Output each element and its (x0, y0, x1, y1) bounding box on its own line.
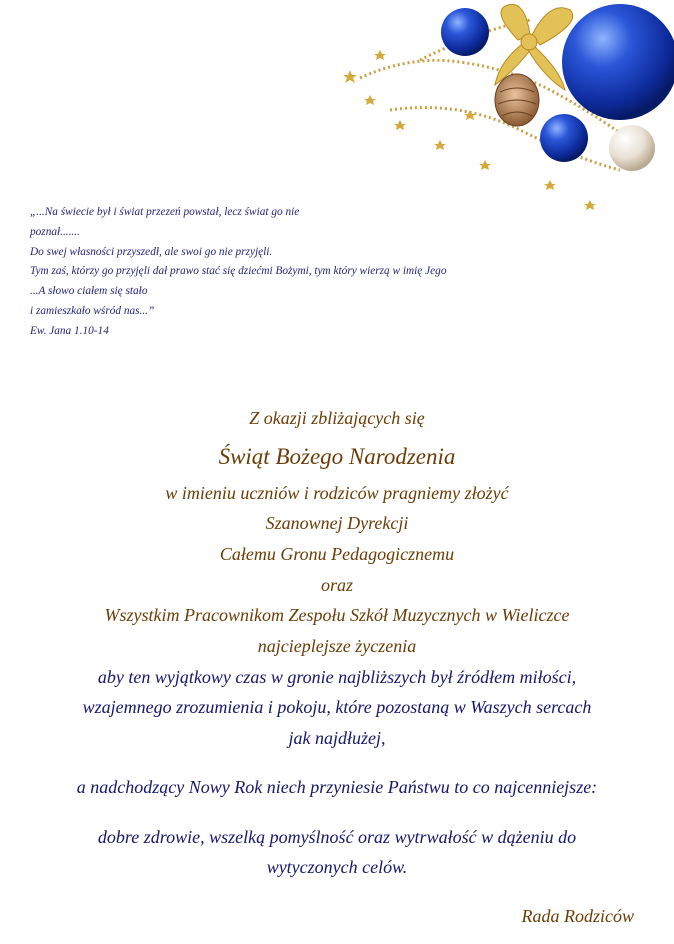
health-line: wytyczonych celów. (266, 857, 408, 877)
quote-line: Do swej własności przyszedł, ale swoi go nie przyjęli. (30, 245, 273, 258)
greeting-line: oraz (320, 575, 353, 595)
health-line: dobre zdrowie, wszelką pomyślność oraz wytrwałość w dążeniu do (97, 827, 577, 847)
quote-line: „...Na świecie był i świat przezeń powstał, lecz świat go nie (30, 206, 300, 218)
quote-line: ...A słowo ciałem się stało (30, 285, 148, 298)
wish-line: jak najdłużej, (288, 728, 386, 748)
quote-line: i zamieszkało wśród nas...” (30, 304, 155, 317)
bible-quote (30, 203, 510, 342)
greeting-line: Szanownej Dyrekcji (265, 513, 409, 533)
quote-line: poznał....... (30, 225, 80, 238)
quote-source: Ew. Jana 1.10-14 (30, 324, 109, 337)
wish-line: wzajemnego zrozumienia i pokoju, które pozostaną w Waszych sercach (82, 697, 592, 717)
greeting-title: Świąt Bożego Narodzenia (218, 444, 456, 469)
new-year-line: a nadchodzący Nowy Rok niech przyniesie Państwu to co najcenniejsze: (76, 777, 598, 797)
greeting-line: Całemu Gronu Pedagogicznemu (219, 544, 455, 564)
wish-line: aby ten wyjątkowy czas w gronie najbliższych był źródłem miłości, (97, 667, 577, 687)
greeting-line: najcieplejsze życzenia (257, 636, 417, 656)
signature: Rada Rodziców (521, 906, 634, 926)
quote-line: Tym zaś, którzy go przyjęli dał prawo stać się dziećmi Bożymi, tym który wierzą w imię Jego (30, 265, 447, 278)
greeting-intro: Z okazji zbliżających się (249, 408, 425, 428)
greeting-line: Wszystkim Pracownikom Zespołu Szkół Muzycznych w Wieliczce (104, 605, 570, 625)
greeting-line: w imieniu uczniów i rodziców pragniemy złożyć (165, 483, 509, 503)
